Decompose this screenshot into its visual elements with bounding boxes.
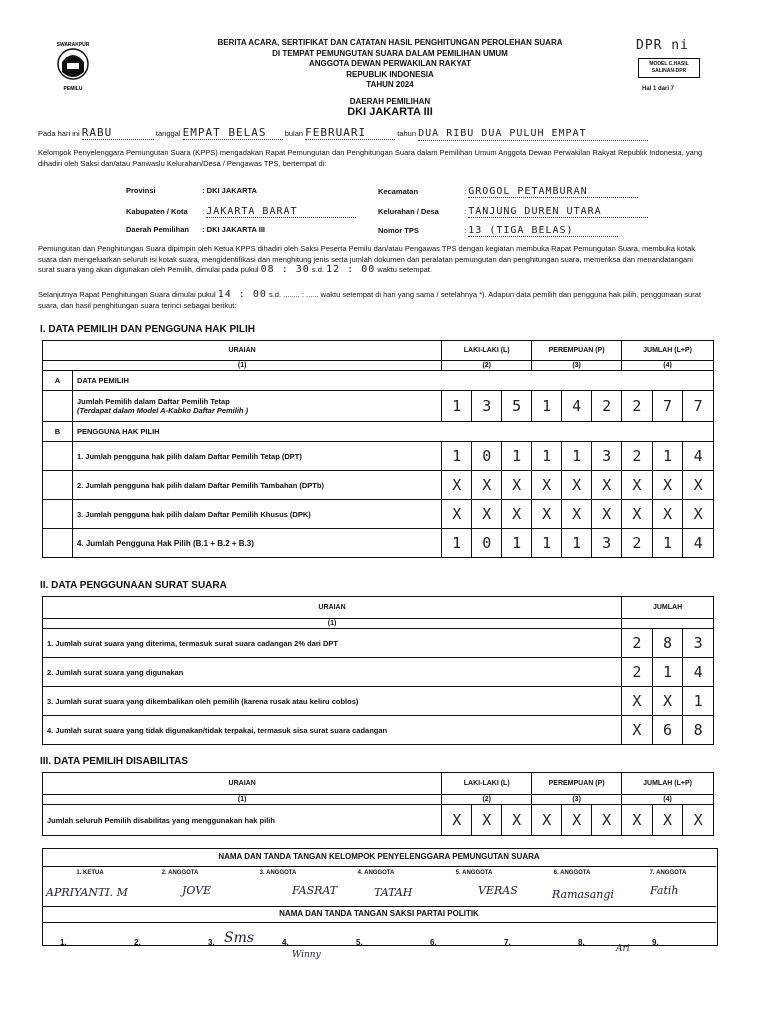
s2-row-label: 2. Jumlah surat suara yang digunakan [43,658,622,687]
digit-box[interactable]: X [622,500,653,528]
kpps-signature: VERAS [478,884,518,897]
title-line: ANGGOTA DEWAN PERWAKILAN RAKYAT [308,59,472,68]
kpps-signature: Ramasangi [552,888,614,901]
digit-box[interactable]: X [622,471,653,499]
model-box-line: MODEL C.HASIL [649,61,689,67]
digit-box[interactable]: 1 [693,692,703,710]
kelurahan-label: Kelurahan / Desa [378,207,439,216]
digit-box[interactable]: 6 [653,716,684,744]
saksi-signature: Ari [616,944,630,954]
digit-box[interactable]: 1 [512,534,522,552]
saksi-signature: Winny [292,950,321,960]
kpps-signature: TATAH [374,886,413,899]
procedure-sd: s.d. [311,265,324,274]
section3-title: III. DATA PEMILIH DISABILITAS [40,756,188,767]
dapil-row [126,225,265,234]
svg-text:PEMILU: PEMILU [63,86,83,92]
subheader-4: (4) [622,795,714,805]
digit-box[interactable]: 7 [693,397,703,415]
kpps-role: 7. ANGGOTA [649,870,687,876]
col-header-laki: LAKI-LAKI (L) [442,773,532,795]
digit-box[interactable]: 1 [532,529,562,557]
digit-box[interactable]: 8 [693,721,703,739]
digit-box[interactable]: X [562,805,592,835]
kabkota-value: JAKARTA BARAT [206,206,356,218]
digit-box[interactable]: X [472,805,502,835]
a-row-label [72,391,441,422]
col-header-uraian: URAIAN [43,597,622,619]
digit-box[interactable]: 3 [602,534,612,552]
saksi-signature-title: NAMA DAN TANDA TANGAN SAKSI PARTAI POLITIK [279,909,479,918]
kpps-signature: Fatih [650,884,679,897]
kpps-signature-title: NAMA DAN TANDA TANGAN KELOMPOK PENYELENGGARA PEMUNGUTAN SUARA [218,852,540,861]
s2-row-label: 4. Jumlah surat suara yang tidak digunakan/tidak terpakai, termasuk sisa surat suara cadangan [43,716,622,745]
digit-box[interactable]: 2 [622,629,653,657]
procedure2-text-b: s.d. ........ : ...... waktu setempat di hari yang sama / setelahnya *). Adapun data pemilih dan pengguna hak pilih, penggunaan surat suara, dan hasil penghitungan suara terinci sebagai berikut: [38,290,701,310]
saksi-signature: Sms [224,930,255,946]
col-header-perempuan: PEREMPUAN (P) [532,341,622,361]
digit-box[interactable]: X [472,471,502,499]
procedure-paragraph-2 [38,290,710,311]
kecamatan-label: Kecamatan [378,187,419,196]
section-b-title: PENGGUNA HAK PILIH [72,422,713,442]
procedure2-time: 14 : 00 [217,289,267,300]
title-line: DI TEMPAT PEMUNGUTAN SUARA DALAM PEMILIHAN UMUM [272,48,508,58]
subheader-1: (1) [43,619,622,629]
digit-box[interactable]: 4 [693,534,703,552]
s3-row-label: Jumlah seluruh Pemilih disabilitas yang menggunakan hak pilih [43,805,442,836]
b-row-total-label: 4. Jumlah Pengguna Hak Pilih (B.1 + B.2 + B.3) [72,529,441,558]
digit-box[interactable]: 2 [622,391,653,421]
tps-label: Nomor TPS [378,226,419,235]
row-letter-a: A [43,371,73,391]
tahun-value: DUA RIBU DUA PULUH EMPAT [418,129,648,141]
digit-box[interactable]: 0 [472,529,502,557]
digit-box[interactable]: 1 [512,447,522,465]
procedure-end-time: 12 : 00 [326,264,376,275]
saksi-number: 7. [504,938,511,947]
subheader-2: (2) [442,361,532,371]
subheader-1: (1) [43,795,442,805]
kpps-role: 3. ANGGOTA [259,870,297,876]
intro-text: Kelompok Penyelenggara Pemungutan Suara (KPPS) mengadakan Rapat Pemungutan dan Penghitungan Suara dalam Pemilihan Umum Anggota Dewan Perwakilan Rakyat Republik Indonesia, yang dihadiri oleh Saksi dan/atau Panwaslu Kelurahan/Desa / Pengawas TPS, bertempat di: [38,148,703,168]
digit-box[interactable]: X [622,716,653,744]
procedure2-text-a: Selanjutnya Rapat Penghitungan Suara dimulai pukul [38,290,216,299]
digit-box[interactable]: X [622,687,653,715]
digit-box[interactable]: 8 [653,629,684,657]
digit-box[interactable]: 3 [602,447,612,465]
digit-box[interactable]: X [693,505,703,523]
daerah-label: DAERAH PEMILIHAN [349,97,431,106]
digit-box[interactable]: X [653,805,684,835]
saksi-number: 5. [356,938,363,947]
saksi-number: 8. [578,938,585,947]
digit-box[interactable]: 1 [653,442,684,470]
section3-table [42,772,714,836]
title-line: BERITA ACARA, SERTIFIKAT DAN CATATAN HASIL PENGHITUNGAN PEROLEHAN SUARA [217,38,563,47]
digit-box[interactable]: X [602,505,612,523]
digit-box[interactable]: 4 [693,663,703,681]
digit-box[interactable]: 1 [532,442,562,470]
digit-box[interactable]: X [562,471,592,499]
kpps-role: 2. ANGGOTA [161,870,199,876]
digit-box[interactable]: X [532,471,562,499]
kelurahan-row: Kelurahan / Desa : TANJUNG DUREN UTARA [378,206,648,218]
subheader-1: (1) [43,361,442,371]
tps-value: 13 (TIGA BELAS) [468,225,618,237]
digit-box[interactable]: X [512,811,522,829]
digit-box[interactable]: 3 [472,391,502,421]
digit-box[interactable]: 1 [653,658,684,686]
kpps-signature: JOVE [182,884,212,897]
digit-box[interactable]: 1 [562,442,592,470]
kabkota-row: Kabupaten / Kota : JAKARTA BARAT [126,206,356,218]
subheader-3: (3) [532,795,622,805]
kpu-logo [50,38,96,94]
col-header-jumlah: JUMLAH (L+P) [622,341,714,361]
divider [42,906,716,907]
hari-value: RABU [82,128,154,140]
digit-box[interactable]: 2 [602,397,612,415]
digit-box[interactable]: X [653,471,684,499]
kpps-role: 4. ANGGOTA [357,870,395,876]
row-letter-b: B [43,422,73,442]
saksi-number: 1. [60,938,67,947]
title-line: TAHUN 2024 [366,80,414,89]
divider [42,866,716,867]
section-a-title: DATA PEMILIH [72,371,713,391]
title-line: REPUBLIK INDONESIA [346,69,434,79]
model-box [638,58,700,78]
digit-box[interactable]: 1 [653,529,684,557]
provinsi-value: : DKI JAKARTA [202,186,257,195]
digit-box[interactable]: X [562,500,592,528]
subheader-3: (3) [532,361,622,371]
digit-box[interactable]: 2 [622,442,653,470]
tps-row: Nomor TPS : 13 (TIGA BELAS) [378,225,618,237]
digit-box[interactable]: 1 [562,529,592,557]
digit-box[interactable]: X [512,505,522,523]
saksi-number: 4. [282,938,289,947]
digit-box[interactable]: X [693,811,703,829]
digit-box[interactable]: X [532,805,562,835]
divider [42,922,716,923]
s2-row-label [43,687,622,716]
a-row-label-main: Jumlah Pemilih dalam Daftar Pemilih Tetap [76,397,230,406]
digit-box[interactable]: X [442,500,472,528]
digit-box[interactable]: X [622,805,653,835]
s2-row-label: 1. Jumlah surat suara yang diterima, termasuk surat suara cadangan 2% dari DPT [43,629,622,658]
subheader-4: (4) [622,361,714,371]
dapil-label: Daerah Pemilihan [126,225,189,234]
procedure-waktu: waktu setempat. [377,265,432,274]
bulan-label: bulan [284,129,304,138]
digit-box[interactable]: X [442,471,472,499]
digit-box[interactable]: 1 [442,391,472,421]
daerah-value: DKI JAKARTA III [347,106,433,118]
section1-title: I. DATA PEMILIH DAN PENGGUNA HAK PILIH [40,324,255,335]
kpps-role: 1. KETUA [76,870,104,876]
tanggal-label: tanggal [155,129,181,138]
a-row-label-sub: (Terdapat dalam Model A-Kabko Daftar Pemilih ) [76,406,249,415]
col-header-perempuan: PEREMPUAN (P) [532,773,622,795]
col-header-jumlah: JUMLAH [622,597,714,619]
digit-box[interactable]: X [532,500,562,528]
kpps-role: 5. ANGGOTA [455,870,493,876]
col-header-jumlah: JUMLAH (L+P) [622,773,714,795]
digit-box[interactable]: X [653,687,684,715]
saksi-number: 9. [652,938,659,947]
col-header-uraian: URAIAN [43,773,442,795]
subheader-2: (2) [442,795,532,805]
digit-box[interactable]: 2 [622,658,653,686]
dpr-handwritten-mark: DPR ni [636,38,689,53]
b-row-label: 1. Jumlah pengguna hak pilih dalam Daftar Pemilih Tetap (DPT) [72,442,441,471]
kpps-signature: APRIYANTI. M [46,886,128,899]
digit-box[interactable]: X [602,476,612,494]
hari-label: Pada hari ini [38,129,80,138]
digit-box[interactable]: 4 [693,447,703,465]
tahun-label: tahun [397,129,417,138]
kecamatan-value: GROGOL PETAMBURAN [468,186,638,198]
page-reference: Hal 1 dari 7 [642,86,675,92]
section1-table [42,340,714,558]
tanggal-value: EMPAT BELAS [183,128,283,140]
saksi-number: 3. [208,938,215,947]
document-title [150,38,630,91]
saksi-number: 6. [430,938,437,947]
col-header-uraian: URAIAN [43,341,442,361]
model-box-line: SALINAN-DPR [651,67,687,74]
digit-box[interactable]: 5 [512,397,522,415]
digit-box[interactable]: 7 [653,391,684,421]
digit-box[interactable]: 0 [472,442,502,470]
digit-box[interactable]: X [472,500,502,528]
s2-row-label-text: 3. Jumlah surat suara yang dikembalikan oleh pemilih (karena rusak atau keliru coblos) [47,696,359,706]
section2-table [42,596,714,745]
b-row-label: 2. Jumlah pengguna hak pilih dalam Daftar Pemilih Tambahan (DPTb) [72,471,441,500]
col-header-laki: LAKI-LAKI (L) [442,341,532,361]
digit-box[interactable]: 1 [442,529,472,557]
intro-date-line [38,128,710,141]
kpps-signature: FASRAT [292,884,338,897]
digit-box[interactable]: 1 [442,442,472,470]
provinsi-row [126,186,257,195]
procedure-paragraph [38,244,710,276]
digit-box[interactable]: X [653,500,684,528]
kecamatan-row: Kecamatan : GROGOL PETAMBURAN [378,186,638,198]
digit-box[interactable]: 3 [693,634,703,652]
kpps-role: 6. ANGGOTA [553,870,591,876]
digit-box[interactable]: 1 [532,391,562,421]
b-row-label: 3. Jumlah pengguna hak pilih dalam Daftar Pemilih Khusus (DPK) [72,500,441,529]
procedure-text: Pemungutan dan Penghitungan Suara dipimpin oleh Ketua KPPS dihadiri oleh Saksi Peserta Pemilu dan/atau Pengawas TPS dengan kegiatan membuka Rapat Pemungutan Suara, membuka kotak suara dan mengeluarkan seluruh isi kotak suara, mengidentifikasi dan menghitung jenis serta jumlah dokumen dan peralatan pemungutan dan penghitungan suara, memeriksa dan menandatangani surat suara yang akan digunakan oleh Pemilih, dimulai pada pukul [38,244,695,274]
digit-box[interactable]: X [442,805,472,835]
digit-box[interactable]: 4 [562,391,592,421]
saksi-number: 2. [134,938,141,947]
procedure-start-time: 08 : 30 [260,264,310,275]
digit-box[interactable]: X [693,476,703,494]
bulan-value: FEBRUARI [305,128,395,140]
section2-title: II. DATA PENGGUNAAN SURAT SUARA [40,580,227,591]
digit-box[interactable]: 2 [622,529,653,557]
provinsi-label: Provinsi [126,186,156,195]
svg-text:SWARAKPUR: SWARAKPUR [56,42,90,48]
kelurahan-value: TANJUNG DUREN UTARA [468,206,648,218]
kabkota-label: Kabupaten / Kota [126,207,188,216]
digit-box[interactable]: X [602,811,612,829]
dapil-value: : DKI JAKARTA III [202,225,266,234]
digit-box[interactable]: X [512,476,522,494]
